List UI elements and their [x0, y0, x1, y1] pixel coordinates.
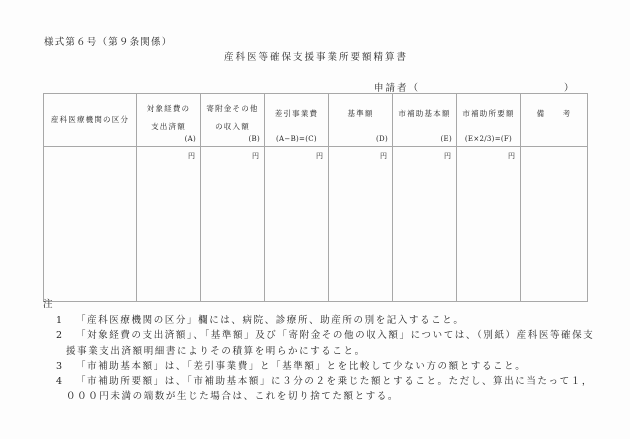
col-header-label: 備 考 — [536, 109, 572, 118]
yen-unit: 円 — [316, 152, 323, 160]
note-item — [56, 313, 616, 328]
yen-unit: 円 — [252, 152, 259, 160]
cell-city-subsidy-required[interactable] — [457, 147, 521, 302]
yen-unit: 円 — [444, 152, 451, 160]
col-code: (D) — [376, 135, 388, 143]
note-continuation: ０００円未満の端数が生じた場合は、これを切り捨てた額とする。 — [66, 391, 400, 403]
note-text: 「市補助所要額」は、「市補助基本額」に３分の２を乗じた額とすること。ただし、算出に当たって１， — [76, 376, 593, 388]
col-header-label: 市補助所要額 — [462, 109, 515, 118]
yen-unit: 円 — [508, 152, 515, 160]
col-header-label: 産科医療機関の区分 — [50, 115, 130, 124]
cell-expenditure[interactable] — [137, 147, 201, 302]
document-title: 産科医等確保支援事業所要額精算書 — [224, 52, 409, 63]
form-number: 様式第６号（第９条関係） — [44, 37, 173, 48]
cell-institution-category[interactable] — [44, 147, 137, 302]
col-header-label-line: の収入額 — [215, 122, 250, 131]
cell-net-cost[interactable] — [265, 147, 329, 302]
table-row — [44, 147, 588, 302]
applicant-close-paren: ） — [564, 83, 576, 94]
col-header-donation-income — [201, 94, 265, 147]
col-header-label-line: 寄附金その他 — [206, 104, 259, 113]
col-code: (E) — [440, 135, 452, 143]
col-header-label: 基準額 — [347, 109, 374, 118]
note-item — [56, 374, 616, 389]
notes-list — [56, 313, 616, 405]
note-number: 4 — [56, 376, 64, 388]
cell-city-subsidy-base[interactable] — [393, 147, 457, 302]
applicant-label: 申請者（ — [374, 83, 421, 94]
note-text: 「対象経費の支出済額」、「基準額」及び「寄附金その他の収入額」については、（別紙）産科医等確保支 — [76, 330, 595, 342]
col-code: (E×2/3)=(F) — [464, 135, 513, 143]
col-code: (A) — [184, 135, 196, 143]
table-header-row — [44, 94, 588, 147]
note-text: 「市補助基本額」は、「差引事業費」と「基準額」とを比較して少ない方の額とすること。 — [76, 360, 527, 372]
col-header-label: 差引事業費 — [274, 109, 319, 118]
col-header-label-line: 支出済額 — [151, 122, 186, 131]
cell-standard-amount[interactable] — [329, 147, 393, 302]
note-number: 2 — [56, 330, 64, 342]
col-code: (A−B)=(C) — [276, 135, 317, 143]
note-number: 3 — [56, 360, 64, 372]
col-header-expenditure — [137, 94, 201, 147]
col-header-label — [201, 100, 264, 136]
col-header-label-line: 対象経費の — [146, 104, 191, 113]
note-continuation: 援事業支出済額明細書によりその積算を明らかにすること。 — [66, 345, 366, 357]
cell-remarks[interactable] — [521, 147, 588, 302]
note-text: 「産科医療機関の区分」欄には、病院、診療所、助産所の別を記入すること。 — [76, 315, 465, 326]
applicant-line — [374, 80, 574, 94]
col-header-standard-amount — [329, 94, 393, 147]
cell-donation-income[interactable] — [201, 147, 265, 302]
note-item — [56, 359, 616, 374]
col-header-city-subsidy-base — [393, 94, 457, 147]
settlement-table — [43, 93, 588, 302]
col-header-city-subsidy-required — [457, 94, 521, 147]
col-header-net-cost — [265, 94, 329, 147]
col-header-label: 市補助基本額 — [398, 109, 451, 118]
yen-unit: 円 — [188, 152, 195, 160]
col-code: (B) — [248, 135, 260, 143]
col-header-label — [137, 100, 200, 136]
notes-label: 注 — [43, 299, 53, 310]
col-header-remarks — [521, 94, 588, 147]
yen-unit: 円 — [380, 152, 387, 160]
note-item — [56, 328, 616, 343]
col-header-institution-category — [44, 94, 137, 147]
note-number: 1 — [56, 315, 64, 326]
